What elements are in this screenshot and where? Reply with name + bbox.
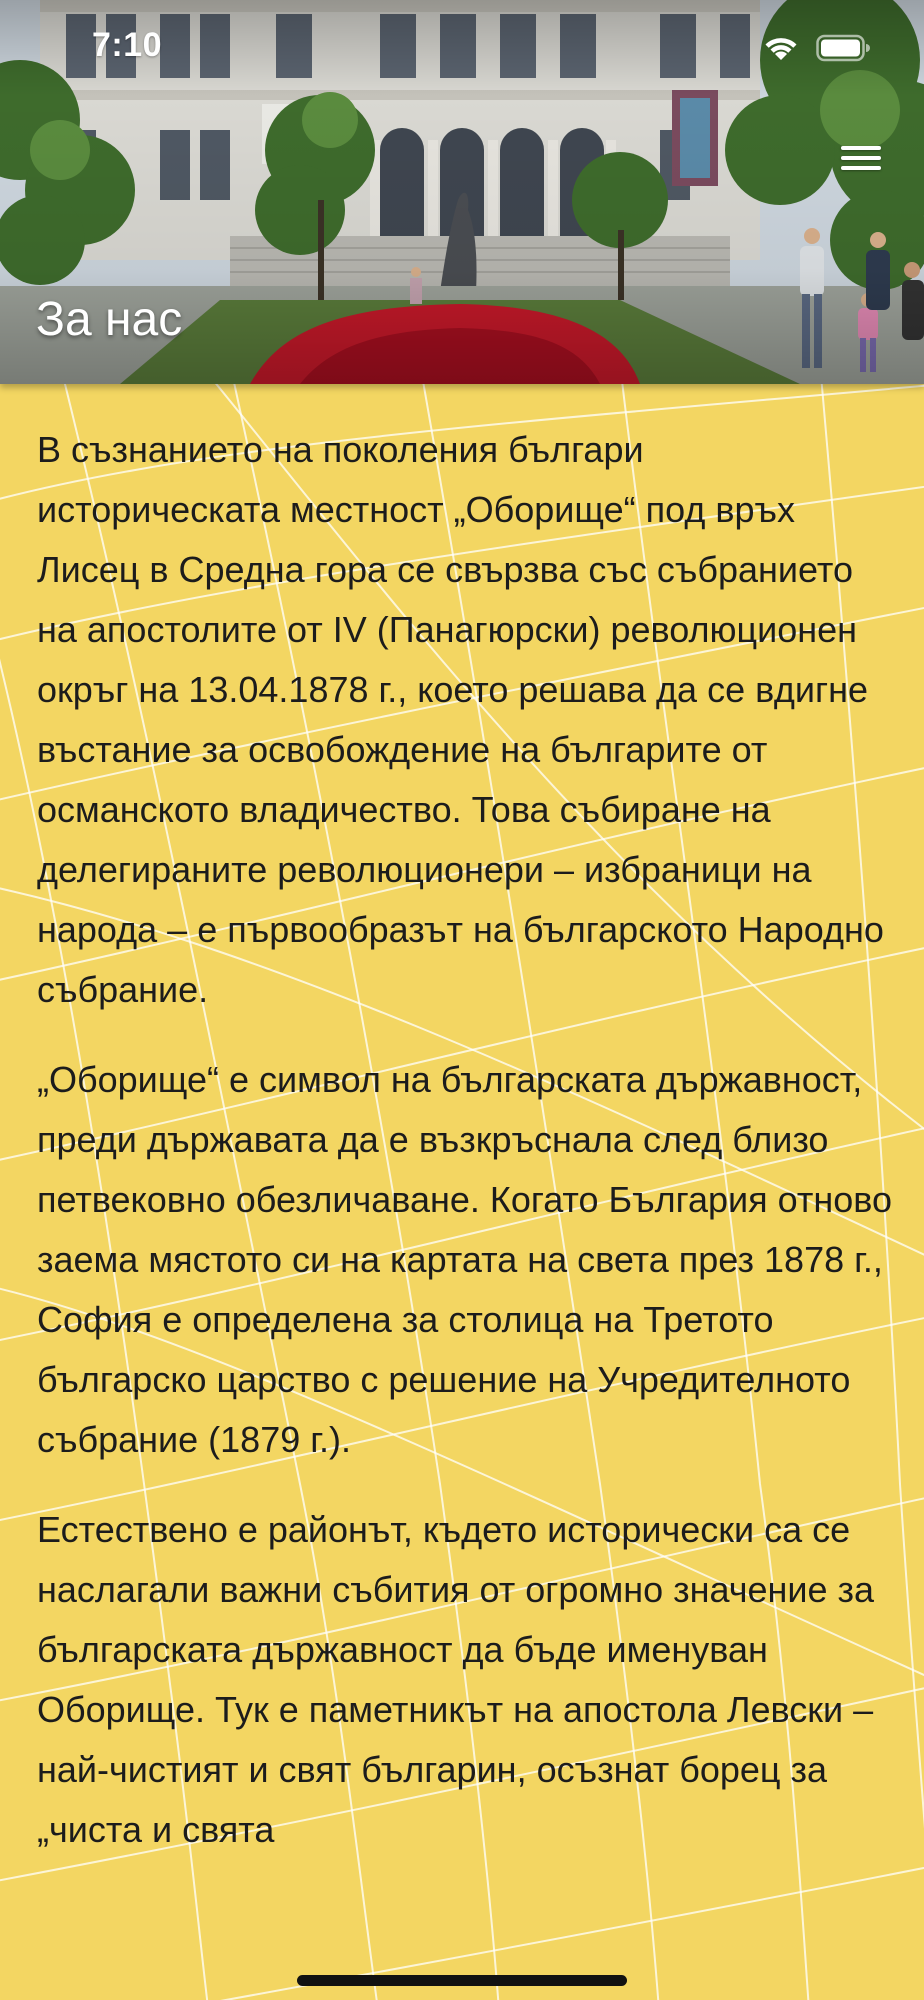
status-time: 7:10 [92,26,163,64]
home-indicator[interactable] [297,1975,627,1986]
paragraph-2: „Оборище“ е символ на българската държавност, преди държавата да е възкръснала след близо петвековно обезличаване. Когато България отново заема мястото си на картата на света през 1878 г., София е определена за столица на Третото българско царство с решение на Учредителното събрание (1879 г.). [37,1059,893,1460]
page-title: За нас [36,293,183,346]
paragraph-1: В съзнанието на поколения българи историческата местност „Оборище“ под връх Лисец в Средна гора се свързва със събранието на апостолите от IV (Панагюрски) революционен окръг на 13.04.1878 г., което решава да се вдигне въстание за освобождение на българите от османското владичество. Това събиране на делегираните революционери – избраници на народа – е първообразът на българското Народно събрание. [37,429,884,1010]
about-content [37,420,895,1890]
hamburger-menu-icon [841,146,881,150]
hamburger-line [841,156,881,160]
status-icons [762,30,870,66]
hamburger-line [841,166,881,170]
battery-icon [816,34,870,62]
menu-button[interactable] [838,140,884,180]
wifi-icon [762,33,800,63]
paragraph-3: Естествено е районът, където исторически са се наслагали важни събития от огромно значение за българската държавност да бъде именуван Оборище. Тук е паметникът на апостола Левски – най-чистият и свят българин, осъзнат борец за „чиста и свята [37,1509,875,1850]
header-photo [0,0,924,384]
